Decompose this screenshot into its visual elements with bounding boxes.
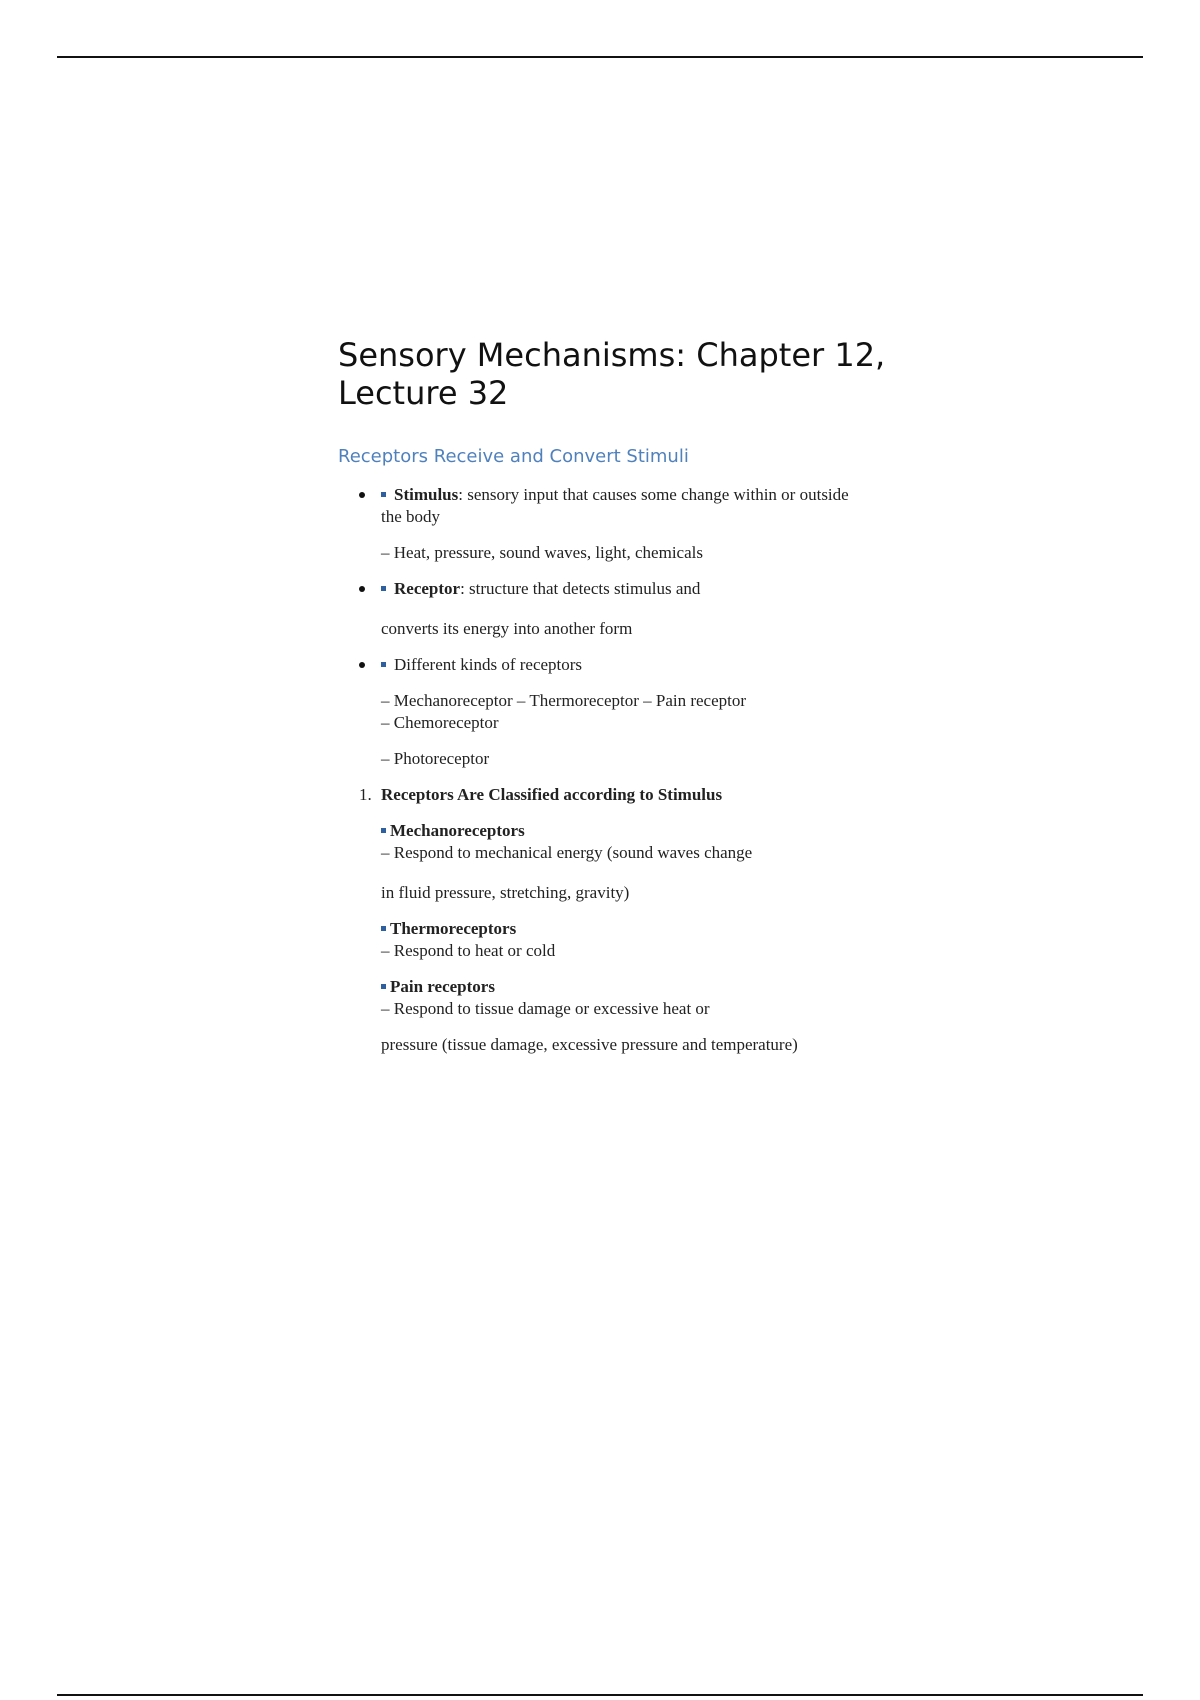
bullet-dot-icon xyxy=(359,586,365,592)
thermoreceptors-block xyxy=(338,918,938,962)
mechanoreceptors-block xyxy=(338,820,938,864)
kinds-list-line-1: – Mechanoreceptor – Thermoreceptor – Pain receptor xyxy=(381,691,747,710)
pain-receptors-block xyxy=(338,976,938,1020)
pain-receptors-line-2-row xyxy=(338,1034,938,1056)
square-bullet-icon xyxy=(381,492,386,497)
bullet-kinds xyxy=(338,654,938,676)
page-title: Sensory Mechanisms: Chapter 12, Lecture 32 xyxy=(338,336,886,412)
stimulus-examples-text: – Heat, pressure, sound waves, light, chemicals xyxy=(381,543,703,562)
list-number: 1. xyxy=(359,785,372,804)
bullet-dot-icon xyxy=(359,492,365,498)
numbered-heading xyxy=(338,784,938,806)
square-bullet-icon xyxy=(381,984,386,989)
mechanoreceptors-line-1: – Respond to mechanical energy (sound waves change xyxy=(381,843,753,862)
receptor-term: Receptor xyxy=(394,579,461,598)
thermoreceptors-line-1: – Respond to heat or cold xyxy=(381,941,556,960)
stimulus-examples xyxy=(338,542,938,564)
square-bullet-icon xyxy=(381,586,386,591)
kinds-list-line-3: – Photoreceptor xyxy=(381,749,490,768)
kinds-list-photoreceptor xyxy=(338,748,938,770)
section-subtitle: Receptors Receive and Convert Stimuli xyxy=(338,446,689,467)
bottom-rule xyxy=(57,1694,1143,1696)
pain-receptors-line-1: – Respond to tissue damage or excessive heat or xyxy=(381,999,710,1018)
mechanoreceptors-term: Mechanoreceptors xyxy=(390,821,525,840)
kinds-list xyxy=(338,690,938,734)
mechanoreceptors-line-2-row xyxy=(338,882,938,904)
bullet-stimulus xyxy=(338,484,851,528)
square-bullet-icon xyxy=(381,926,386,931)
top-rule xyxy=(57,56,1143,58)
stimulus-term: Stimulus xyxy=(394,485,459,504)
receptor-continuation xyxy=(338,618,938,640)
document-content xyxy=(338,336,938,1056)
pain-receptors-term: Pain receptors xyxy=(390,977,495,996)
receptor-continuation-text: converts its energy into another form xyxy=(381,619,633,638)
kinds-label: Different kinds of receptors xyxy=(394,655,583,674)
bullet-receptor xyxy=(338,578,938,600)
classified-heading: Receptors Are Classified according to Stimulus xyxy=(381,785,723,804)
receptor-definition: : structure that detects stimulus and xyxy=(460,579,701,598)
pain-receptors-line-2: pressure (tissue damage, excessive pressure and temperature) xyxy=(381,1035,798,1054)
kinds-list-line-2: – Chemoreceptor xyxy=(381,713,499,732)
mechanoreceptors-line-2: in fluid pressure, stretching, gravity) xyxy=(381,883,630,902)
bullet-dot-icon xyxy=(359,662,365,668)
square-bullet-icon xyxy=(381,828,386,833)
stimulus-definition: : sensory input that causes some change within or outside the body xyxy=(381,485,849,526)
thermoreceptors-term: Thermoreceptors xyxy=(390,919,517,938)
square-bullet-icon xyxy=(381,662,386,667)
